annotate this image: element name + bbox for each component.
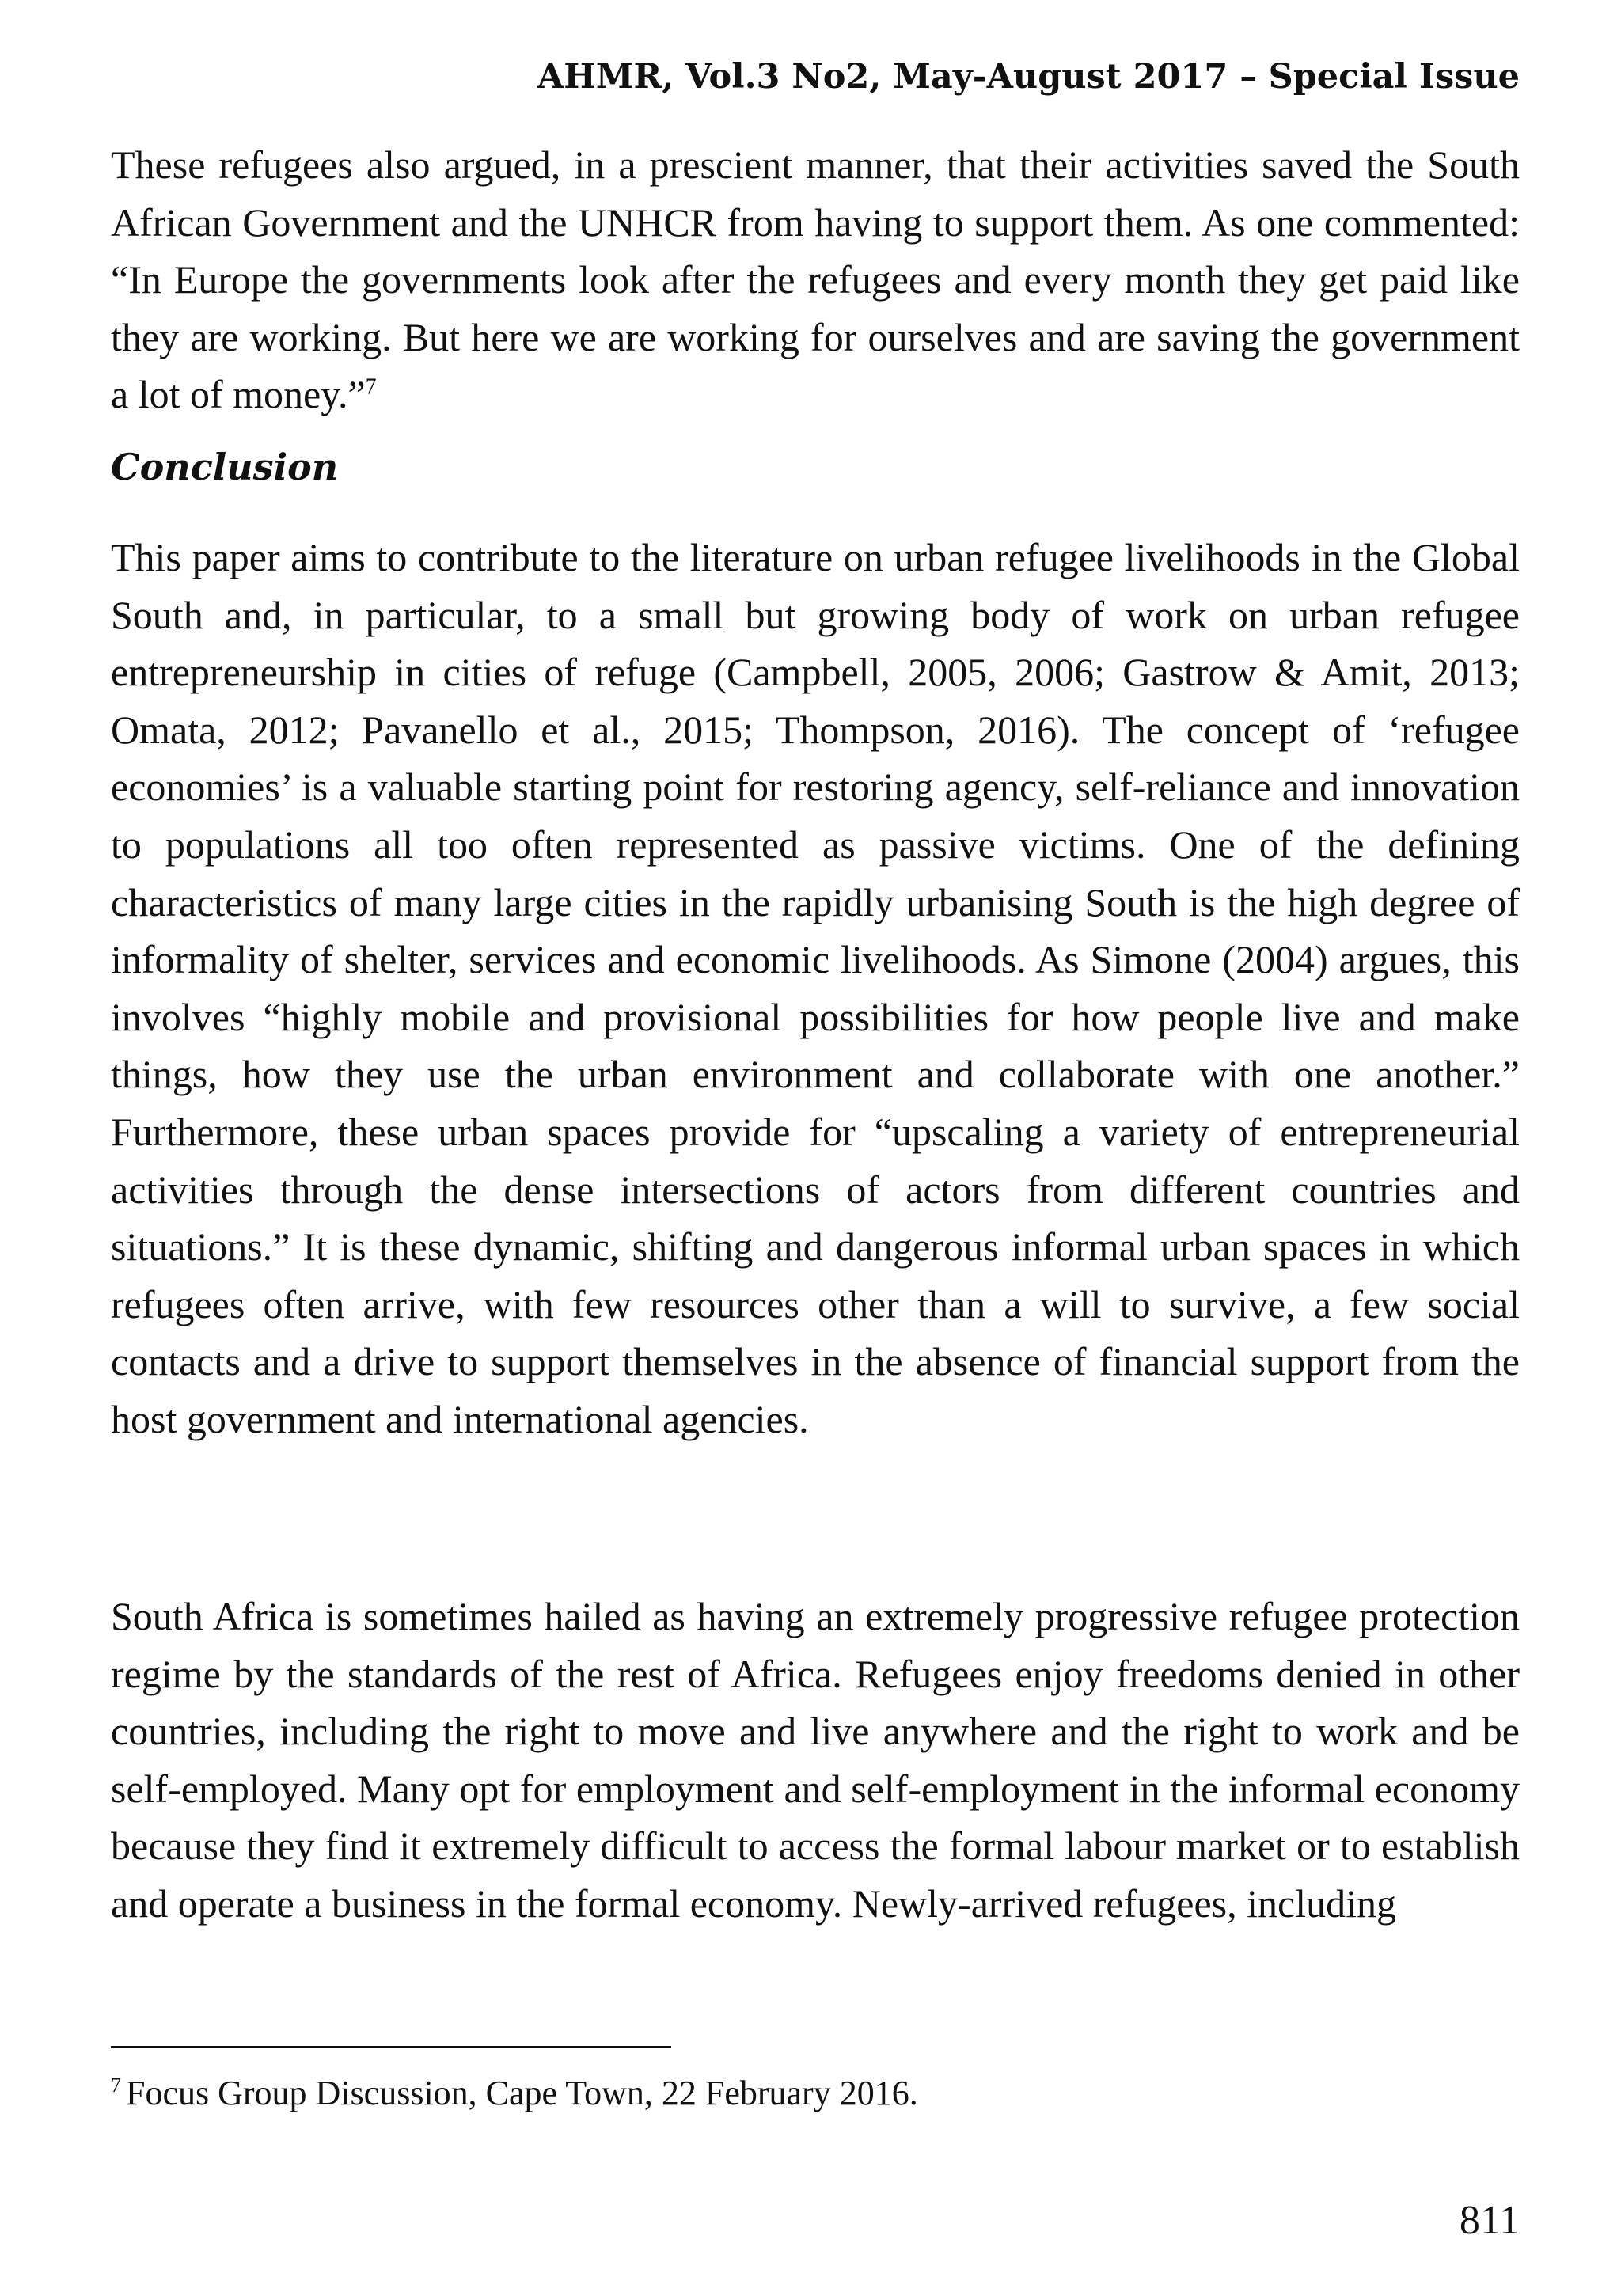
page-number: 811 [1459,2198,1520,2243]
paragraph-south-africa: South Africa is sometimes hailed as having an extremely progressive refugee protection regime by the standards of the rest of Africa. Refugees enjoy freedoms denied in other countries, including the right to move and live anywhere and the right to work and be self-employed. Many opt for employment and self-employment in the informal economy because they find it extremely difficult to access the formal labour market or to establish and operate a business in the formal economy. Newly-arrived refugees, including [111,1594,1520,1926]
footnote-marker: 7 [111,2074,121,2097]
footnote-divider [111,2046,671,2048]
footnote-reference[interactable]: 7 [365,374,377,400]
footnote-text: Focus Group Discussion, Cape Town, 22 February 2016. [126,2074,918,2112]
section-heading-conclusion: Conclusion [111,446,339,488]
paragraph-text: These refugees also argued, in a prescient manner, that their activities saved the South African Government and the UNHCR from having to support them. As one commented: “In Europe the governments look after the refugees and every month they get paid like they are working. But here we are working for ourselves and are saving the government a lot of money.” [111,142,1520,417]
page [111,0,1520,2296]
running-header: AHMR, Vol.3 No2, May-August 2017 – Special Issue [537,57,1520,97]
paragraph-conclusion: This paper aims to contribute to the literature on urban refugee livelihoods in the Global South and, in particular, to a small but growing body of work on urban refugee entrepreneurship in cities of refuge (Campbell, 2005, 2006; Gastrow & Amit, 2013; Omata, 2012; Pavanello et al., 2015; Thompson, 2016). The concept of ‘refugee economies’ is a valuable starting point for restoring agency, self-reliance and innovation to populations all too often represented as passive victims. One of the defining characteristics of many large cities in the rapidly urbanising South is the high degree of informality of shelter, services and economic livelihoods. As Simone (2004) argues, this involves “highly mobile and provisional possibilities for how people live and make things, how they use the urban environment and collaborate with one another.” Furthermore, these urban spaces provide for “upscaling a variety of entrepreneurial activities through the dense intersections of actors from different countries and situations.” It is these dynamic, shifting and dangerous informal urban spaces in which refugees often arrive, with few resources other than a will to survive, a few social contacts and a drive to support themselves in the absence of financial support from the host government and international agencies. [111,535,1520,1441]
paragraph-refugees-argued [111,136,1520,423]
footnote [111,2071,918,2116]
